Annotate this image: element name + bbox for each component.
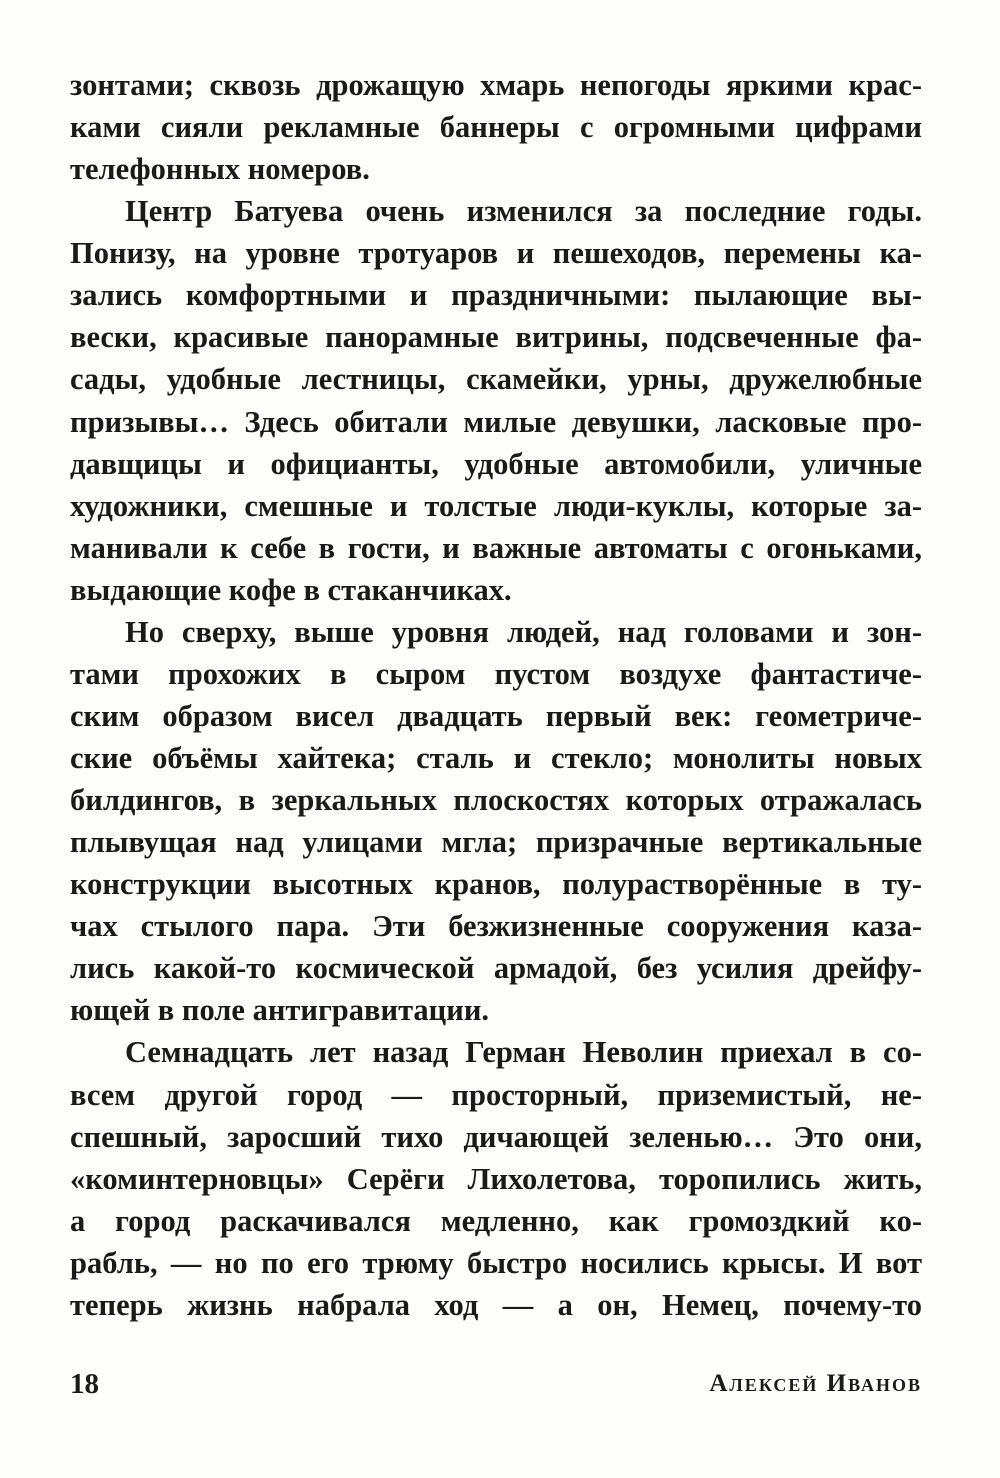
text-line: тами прохожих в сыром пустом воздухе фантастиче- xyxy=(70,656,922,691)
text-line: спешный, заросший тихо дичающей зеленью… Это они, xyxy=(70,1119,922,1154)
page-body-text xyxy=(70,64,922,1326)
text-line: Центр Батуева очень изменился за последние годы. xyxy=(125,194,922,229)
text-line: ками сияли рекламные баннеры с огромными цифрами xyxy=(70,110,922,145)
text-line: выдающие кофе в стаканчиках. xyxy=(70,572,512,607)
text-line: сады, удобные лестницы, скамейки, урны, дружелюбные xyxy=(70,362,922,397)
text-line: билдингов, в зеркальных плоскостях которых отражалась xyxy=(70,783,922,818)
text-line: телефонных номеров. xyxy=(70,152,370,187)
text-line: зались комфортными и праздничными: пылающие вы- xyxy=(70,278,922,313)
text-line: призывы… Здесь обитали милые девушки, ласковые про- xyxy=(70,404,922,439)
text-line: манивали к себе в гости, и важные автоматы с огоньками, xyxy=(70,530,922,565)
text-line: «коминтерновцы» Серёги Лихолетова, торопились жить, xyxy=(70,1161,922,1196)
text-line: конструкции высотных кранов, полурастворённые в ту- xyxy=(70,867,922,902)
text-line: ские объёмы хайтека; сталь и стекло; монолиты новых xyxy=(70,741,922,775)
running-footer-author: Алексей Иванов xyxy=(709,1370,922,1397)
text-line: плывущая над улицами мгла; призрачные вертикальные xyxy=(70,825,922,860)
text-line: зонтами; сквозь дрожащую хмарь непогоды яркими крас- xyxy=(70,68,922,102)
text-line: Семнадцать лет назад Герман Неволин приехал в со- xyxy=(125,1035,922,1070)
text-line: давщицы и официанты, удобные автомобили, уличные xyxy=(70,446,922,481)
text-line: лись какой-то космической армадой, без усилия дрейфу- xyxy=(70,951,922,986)
text-line: Понизу, на уровне тротуаров и пешеходов, перемены ка- xyxy=(70,236,922,271)
text-line: теперь жизнь набрала ход — а он, Немец, почему-то xyxy=(70,1287,922,1322)
text-line: ющей в поле антигравитации. xyxy=(70,993,490,1028)
text-line: рабль, — но по его трюму быстро носились крысы. И вот xyxy=(70,1245,922,1280)
page-footer xyxy=(70,1368,922,1412)
text-line: а город раскачивался медленно, как громоздкий ко- xyxy=(70,1203,922,1238)
text-line: Но сверху, выше уровня людей, над головами и зон- xyxy=(125,614,922,649)
page-number: 18 xyxy=(70,1368,99,1400)
text-line: вески, красивые панорамные витрины, подсвеченные фа- xyxy=(70,320,922,355)
text-line: художники, смешные и толстые люди-куклы, которые за- xyxy=(70,488,922,523)
text-line: ским образом висел двадцать первый век: геометриче- xyxy=(70,698,922,733)
text-line: чах стылого пара. Эти безжизненные сооружения каза- xyxy=(70,909,922,944)
text-line: всем другой город — просторный, приземистый, не- xyxy=(70,1077,922,1112)
